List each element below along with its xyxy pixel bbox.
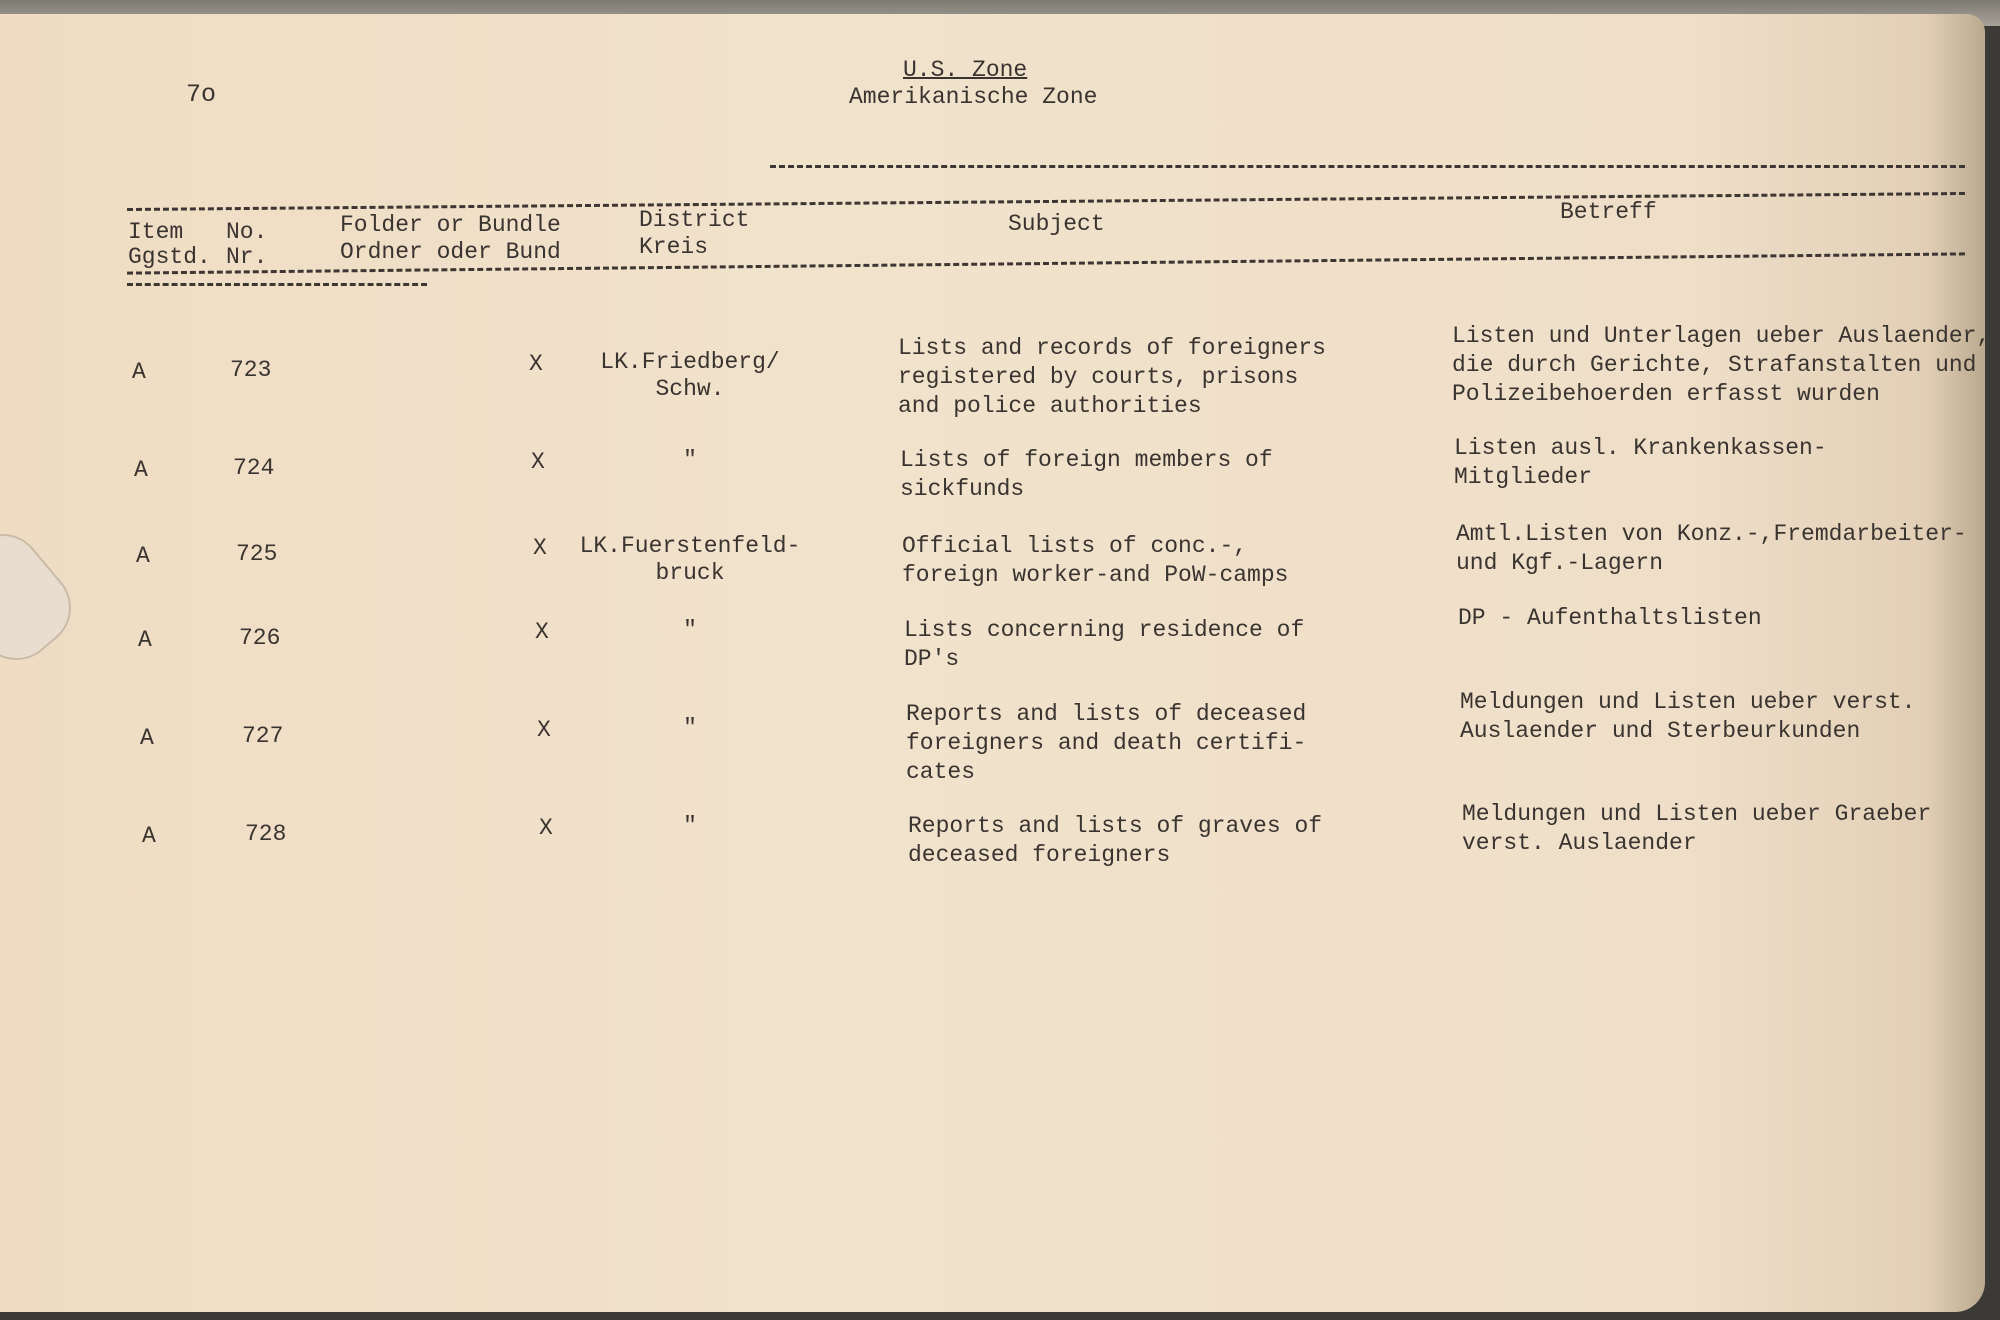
row-betreff: Auslaender und Sterbeurkunden [1460, 718, 1861, 744]
header-subject: Subject [1008, 211, 1105, 237]
row-betreff: Mitglieder [1454, 464, 1593, 490]
row-subject: and police authorities [898, 393, 1202, 419]
row-betreff: Amtl.Listen von Konz.-,Fremdarbeiter- [1456, 521, 1967, 547]
header-folder-de: Ordner oder Bund [340, 239, 561, 265]
row-number: 727 [242, 723, 284, 749]
row-betreff: die durch Gerichte, Strafanstalten und [1452, 352, 1977, 378]
row-folder-mark: X [539, 815, 553, 841]
row-district: LK.Friedberg/ [600, 349, 780, 375]
row-subject: sickfunds [900, 476, 1025, 502]
row-district: Schw. [655, 376, 725, 402]
row-subject: foreign worker-and PoW-camps [902, 562, 1289, 588]
row-district: LK.Fuerstenfeld- [579, 533, 801, 559]
page-number: 7o [186, 80, 217, 109]
row-subject: Reports and lists of deceased [906, 701, 1307, 727]
row-folder-mark: X [537, 717, 551, 743]
header-item-de: Ggstd. [128, 244, 211, 270]
row-number: 723 [230, 357, 272, 383]
row-number: 728 [245, 821, 287, 847]
header-district: District [639, 207, 750, 233]
row-number: 724 [233, 455, 275, 481]
row-item: A [142, 823, 156, 849]
row-betreff: Meldungen und Listen ueber Graeber [1462, 801, 1932, 827]
row-number: 726 [239, 625, 281, 651]
row-district: bruck [655, 560, 725, 586]
row-subject: registered by courts, prisons [898, 364, 1299, 390]
row-item: A [134, 457, 148, 483]
row-subject: Lists concerning residence of [904, 617, 1305, 643]
row-subject: DP's [904, 646, 960, 672]
row-district: " [683, 447, 697, 473]
row-betreff: DP - Aufenthaltslisten [1458, 605, 1762, 631]
row-item: A [132, 359, 146, 385]
page-title: U.S. Zone [903, 57, 1028, 83]
header-no: No. [226, 219, 268, 245]
row-subject: Lists and records of foreigners [898, 335, 1326, 361]
header-district-de: Kreis [639, 234, 709, 260]
divider [127, 283, 427, 286]
row-betreff: Polizeibehoerden erfasst wurden [1452, 381, 1880, 407]
row-subject: Lists of foreign members of [900, 447, 1273, 473]
row-folder-mark: X [535, 619, 549, 645]
row-betreff: und Kgf.-Lagern [1456, 550, 1664, 576]
row-betreff: Listen ausl. Krankenkassen- [1454, 435, 1827, 461]
row-betreff: verst. Auslaender [1462, 830, 1697, 856]
row-item: A [138, 627, 152, 653]
row-betreff: Listen und Unterlagen ueber Auslaender, [1452, 323, 1991, 349]
row-subject: Official lists of conc.-, [902, 533, 1248, 559]
row-item: A [136, 543, 150, 569]
header-item: Item [128, 219, 184, 245]
row-item: A [140, 725, 154, 751]
row-betreff: Meldungen und Listen ueber verst. [1460, 689, 1916, 715]
row-district: " [683, 813, 697, 839]
header-folder: Folder or Bundle [340, 212, 561, 238]
row-number: 725 [236, 541, 278, 567]
row-subject: cates [906, 759, 976, 785]
divider [770, 165, 1965, 168]
page-subtitle: Amerikanische Zone [849, 84, 1098, 110]
row-folder-mark: X [529, 351, 543, 377]
header-no-de: Nr. [226, 244, 268, 270]
row-folder-mark: X [531, 449, 545, 475]
header-betreff: Betreff [1560, 199, 1657, 225]
row-folder-mark: X [533, 535, 547, 561]
row-subject: deceased foreigners [908, 842, 1171, 868]
row-district: " [683, 617, 697, 643]
row-district: " [683, 715, 697, 741]
row-subject: Reports and lists of graves of [908, 813, 1323, 839]
row-subject: foreigners and death certifi- [906, 730, 1307, 756]
